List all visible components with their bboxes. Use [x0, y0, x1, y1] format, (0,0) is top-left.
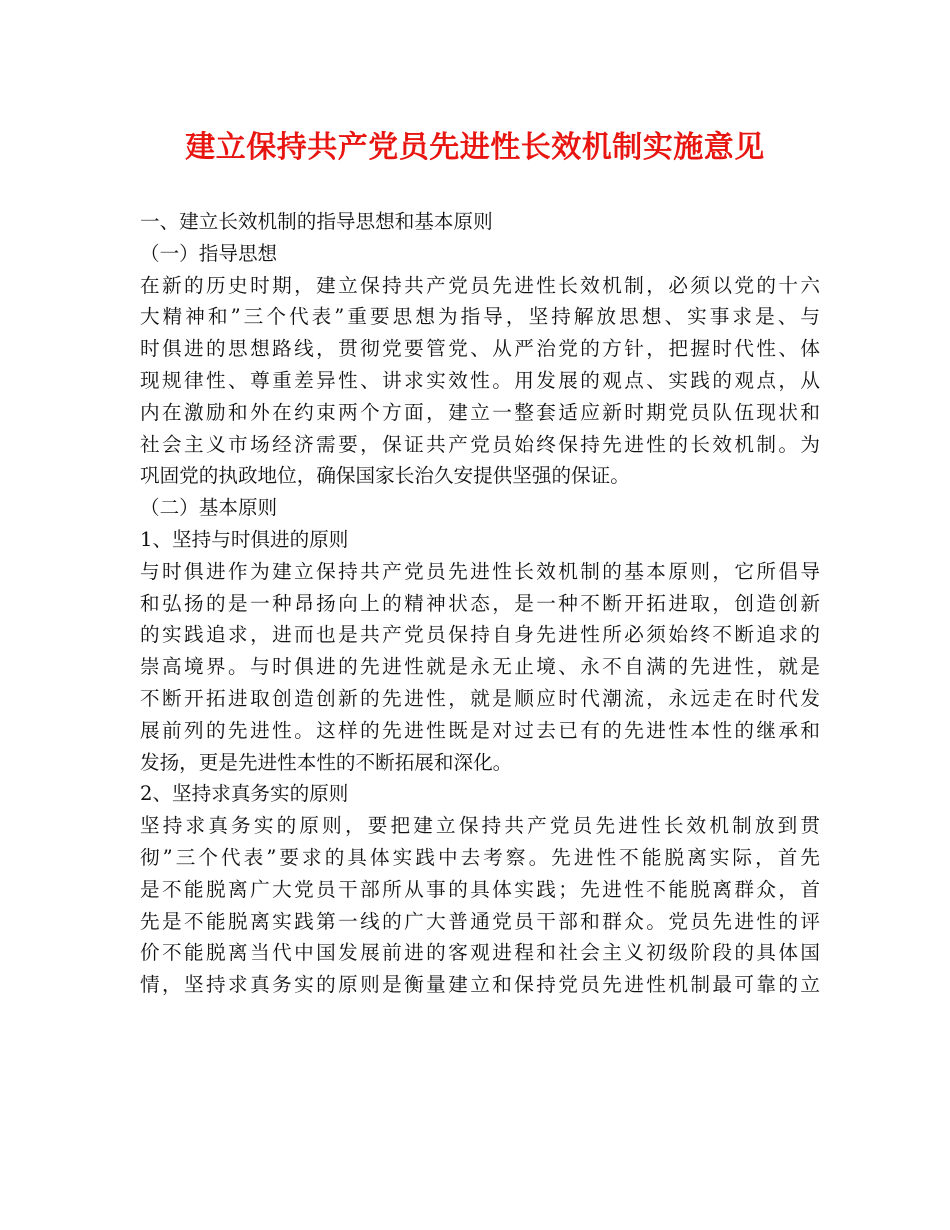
body-line: 的实践追求，进而也是共产党员保持自身先进性所必须始终不断追求的	[140, 623, 820, 647]
body-line: 在新的历史时期，建立保持共产党员先进性长效机制，必须以党的十六	[140, 273, 820, 297]
body-line: 2、坚持求真务实的原则	[140, 782, 349, 806]
document-title: 建立保持共产党员先进性长效机制实施意见	[185, 130, 765, 165]
body-line: 不断开拓进取创造创新的先进性，就是顺应时代潮流，永远走在时代发	[140, 686, 820, 710]
body-line: 坚持求真务实的原则，要把建立保持共产党员先进性长效机制放到贯	[140, 814, 820, 838]
body-line: 和弘扬的是一种昂扬向上的精神状态，是一种不断开拓进取，创造创新	[140, 591, 820, 615]
body-line: 巩固党的执政地位，确保国家长治久安提供坚强的保证。	[140, 464, 630, 488]
body-line: 价不能脱离当代中国发展前进的客观进程和社会主义初级阶段的具体国	[140, 941, 820, 965]
body-line: 展前列的先进性。这样的先进性既是对过去已有的先进性本性的继承和	[140, 718, 820, 742]
body-line: 彻”三个代表”要求的具体实践中去考察。先进性不能脱离实际，首先	[140, 845, 820, 869]
body-line: 情，坚持求真务实的原则是衡量建立和保持党员先进性机制最可靠的立	[140, 973, 820, 997]
body-line: 先是不能脱离实践第一线的广大普通党员干部和群众。党员先进性的评	[140, 909, 820, 933]
document-body	[140, 206, 820, 1001]
body-line: （一）指导思想	[140, 241, 278, 265]
body-line: 与时俱进作为建立保持共产党员先进性长效机制的基本原则，它所倡导	[140, 559, 820, 583]
body-line: 现规律性、尊重差异性、讲求实效性。用发展的观点、实践的观点，从	[140, 368, 820, 392]
body-line: （二）基本原则	[140, 496, 278, 520]
body-line: 时俱进的思想路线，贯彻党要管党、从严治党的方针，把握时代性、体	[140, 337, 820, 361]
body-line: 发扬，更是先进性本性的不断拓展和深化。	[140, 750, 513, 774]
body-line: 是不能脱离广大党员干部所从事的具体实践；先进性不能脱离群众，首	[140, 877, 820, 901]
body-line: 一、建立长效机制的指导思想和基本原则	[140, 210, 493, 233]
body-line: 崇高境界。与时俱进的先进性就是永无止境、永不自满的先进性，就是	[140, 655, 820, 679]
body-line: 大精神和”三个代表”重要思想为指导，坚持解放思想、实事求是、与	[140, 305, 820, 329]
body-line: 内在激励和外在约束两个方面，建立一整套适应新时期党员队伍现状和	[140, 400, 820, 424]
body-line: 社会主义市场经济需要，保证共产党员始终保持先进性的长效机制。为	[140, 432, 820, 456]
body-line: 1、坚持与时俱进的原则	[140, 527, 349, 551]
